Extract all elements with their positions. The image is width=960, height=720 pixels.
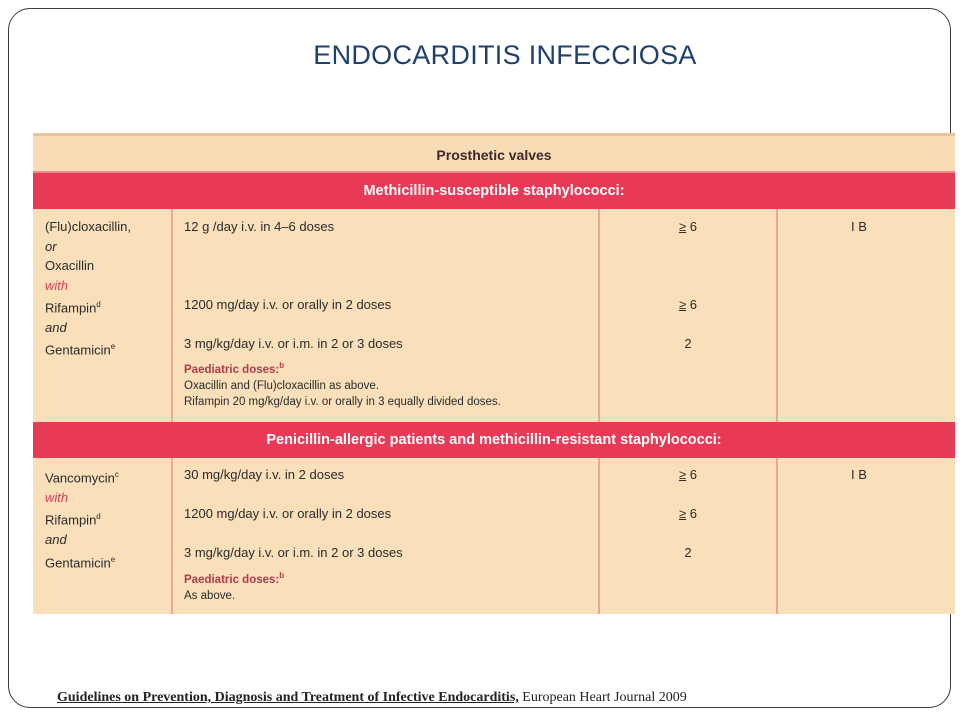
citation-title: Guidelines on Prevention, Diagnosis and Treatment of Infective Endocarditis, bbox=[57, 690, 519, 705]
paediatric-line: Oxacillin and (Flu)cloxacillin as above. bbox=[184, 379, 379, 392]
drug-rifampin: Rifampin$^d$ bbox=[45, 300, 101, 316]
connector-or: or bbox=[45, 238, 57, 254]
section2-weeks-1: ≥ 6 bbox=[679, 467, 697, 482]
column-divider bbox=[171, 209, 173, 422]
drug-rifampin: Rifampin$^d$ bbox=[45, 512, 101, 528]
connector-with: with bbox=[45, 489, 69, 505]
paediatric-line: Rifampin 20 mg/kg/day i.v. or orally in 3 equally divided doses. bbox=[184, 395, 501, 408]
column-divider bbox=[598, 209, 600, 422]
slide-title: ENDOCARDITIS INFECCIOSA bbox=[313, 40, 697, 70]
column-divider bbox=[776, 458, 778, 614]
connector-and: and bbox=[45, 319, 67, 335]
citation-footer bbox=[57, 690, 687, 706]
column-divider bbox=[171, 458, 173, 614]
column-divider bbox=[776, 209, 778, 422]
column-divider bbox=[598, 458, 600, 614]
section2-weeks-2: ≥ 6 bbox=[679, 506, 697, 521]
section1-drug-column bbox=[45, 217, 131, 360]
paediatric-line: As above. bbox=[184, 589, 236, 602]
section2-dose-3: 3 mg/kg/day i.v. or i.m. in 2 or 3 doses bbox=[184, 545, 403, 560]
section1-weeks-1: ≥ 6 bbox=[679, 219, 697, 234]
drug-oxacillin: Oxacillin bbox=[45, 258, 95, 273]
table-title: Prosthetic valves bbox=[33, 136, 955, 173]
section-header-methicillin-susceptible: Methicillin-susceptible staphylococci: bbox=[33, 173, 955, 209]
drug-gentamicin: Gentamicin$^e$ bbox=[45, 342, 116, 358]
connector-and: and bbox=[45, 532, 67, 548]
drug-gentamicin: Gentamicin$^e$ bbox=[45, 554, 116, 570]
section2-dose-2: 1200 mg/day i.v. or orally in 2 doses bbox=[184, 506, 392, 521]
drug-vancomycin: Vancomycin$^c$ bbox=[45, 470, 119, 486]
section1-dose-3: 3 mg/kg/day i.v. or i.m. in 2 or 3 doses bbox=[184, 336, 403, 351]
section1-weeks-3: 2 bbox=[684, 336, 692, 351]
section2-dose-1: 30 mg/kg/day i.v. in 2 doses bbox=[184, 467, 345, 482]
paediatric-header: Paediatric doses:$^b$ bbox=[184, 361, 285, 376]
section2-paediatric-doses bbox=[184, 568, 284, 604]
section1-paediatric-doses bbox=[184, 358, 501, 410]
treatment-table bbox=[33, 133, 955, 614]
citation-journal: European Heart Journal 2009 bbox=[518, 690, 687, 705]
section2-weeks-3: 2 bbox=[684, 545, 692, 560]
section1-dose-2: 1200 mg/day i.v. or orally in 2 doses bbox=[184, 297, 392, 312]
section-header-penicillin-allergic: Penicillin-allergic patients and methicillin-resistant staphylococci: bbox=[33, 422, 955, 458]
section1-evidence: I B bbox=[851, 219, 867, 234]
connector-with: with bbox=[45, 277, 69, 293]
paediatric-header: Paediatric doses:$^b$ bbox=[184, 571, 285, 586]
section1-dose-1: 12 g /day i.v. in 4–6 doses bbox=[184, 219, 335, 234]
drug-flucloxacillin: (Flu)cloxacillin, bbox=[45, 219, 131, 234]
section1-weeks-2: ≥ 6 bbox=[679, 297, 697, 312]
section2-drug-column bbox=[45, 465, 119, 572]
section2-evidence: I B bbox=[851, 467, 867, 482]
